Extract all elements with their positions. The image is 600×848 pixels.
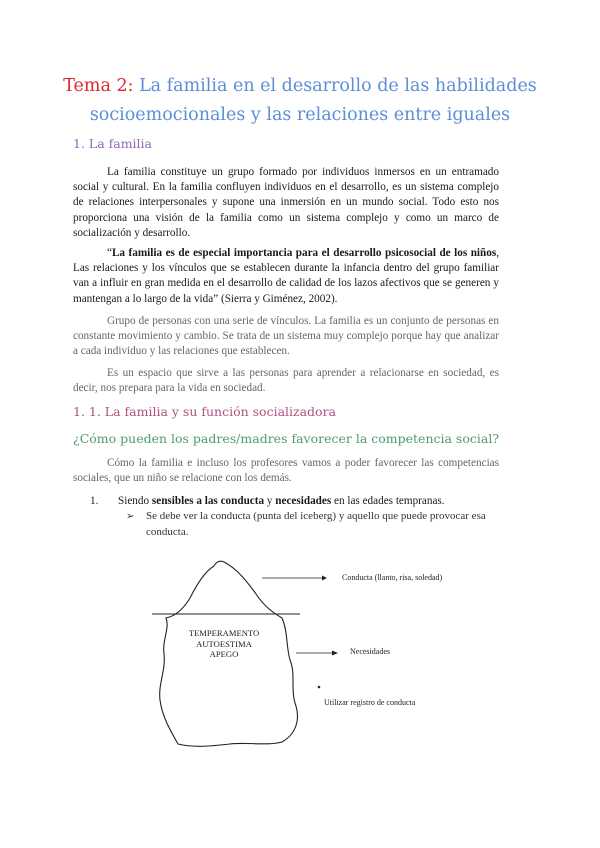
item-number: 1. bbox=[90, 495, 99, 507]
item-post: en las edades tempranas. bbox=[331, 495, 445, 507]
paragraph-competencias: Cómo la familia e incluso los profesores vamos a poder favorecer las competencias sociales, que un niño se relacione con los demás. bbox=[73, 457, 499, 485]
question-heading: ¿Cómo pueden los padres/madres favorecer la competencia social? bbox=[73, 431, 500, 446]
label-registro: Utilizar registro de conducta bbox=[324, 698, 416, 707]
title-prefix: Tema 2: bbox=[63, 76, 134, 96]
item-mid: y bbox=[264, 495, 276, 507]
label-necesidades: Necesidades bbox=[350, 647, 390, 656]
item-bold-necesidades: necesidades bbox=[275, 495, 332, 507]
arrow-bullet-icon: ➢ bbox=[126, 511, 135, 522]
quote-rest: , Las relaciones y los vínculos que se establecen durante la infancia dentro del grupo familiar van a influir en gran medida en el desarrollo de calidad de los lazos afectivos que se generen y mantengan a lo largo de la vida” (Sierra y Giménez, 2002). bbox=[73, 247, 499, 305]
paragraph-definition: La familia constituye un grupo formado por individuos inmersos en un entramado social y cultural. En la familia confluyen individuos en el desarrollo, es un sistema complejo de relaciones interpersonales y supone una inmersión en un mundo social. Todo esto nos proporciona una visión de la familia como un sistema complejo y como un marco de socialización y desarrollo. bbox=[73, 166, 499, 239]
arrowhead-necesidades bbox=[332, 651, 338, 656]
iceberg-inner-text bbox=[176, 628, 272, 660]
inner-autoestima: AUTOESTIMA bbox=[196, 638, 252, 649]
subsection-heading-funcion-socializadora: 1. 1. La familia y su función socializadora bbox=[73, 404, 337, 419]
inner-apego: APEGO bbox=[209, 649, 239, 659]
bullet-dot bbox=[318, 686, 321, 689]
arrowhead-conducta bbox=[322, 576, 327, 581]
quote-bold: La familia es de especial importancia para el desarrollo psicosocial de los niños bbox=[111, 247, 497, 259]
paragraph-espacio: Es un espacio que sirve a las personas para aprender a relacionarse en sociedad, es decir, nos prepara para la vida en sociedad. bbox=[73, 367, 499, 395]
paragraph-grupo: Grupo de personas con una serie de vínculos. La familia es un conjunto de personas en constante movimiento y cambio. Se trata de un sistema muy complejo porque hay que analizar a cada individuo y las relaciones que establecen. bbox=[73, 315, 499, 358]
item-bold-conducta: sensibles a las conducta bbox=[151, 495, 265, 507]
section-heading-la-familia: 1. La familia bbox=[73, 136, 153, 151]
item-pre: Siendo bbox=[118, 495, 152, 507]
title-text: La familia en el desarrollo de las habilidades socioemocionales y las relaciones entre iguales bbox=[89, 76, 537, 125]
quote-open: “ bbox=[107, 247, 112, 259]
inner-temperamento: TEMPERAMENTO bbox=[188, 628, 260, 638]
bullet-text: Se debe ver la conducta (punta del iceberg) y aquello que puede provocar esa conducta. bbox=[146, 510, 486, 538]
label-conducta: Conducta (llanto, risa, soledad) bbox=[342, 573, 443, 582]
